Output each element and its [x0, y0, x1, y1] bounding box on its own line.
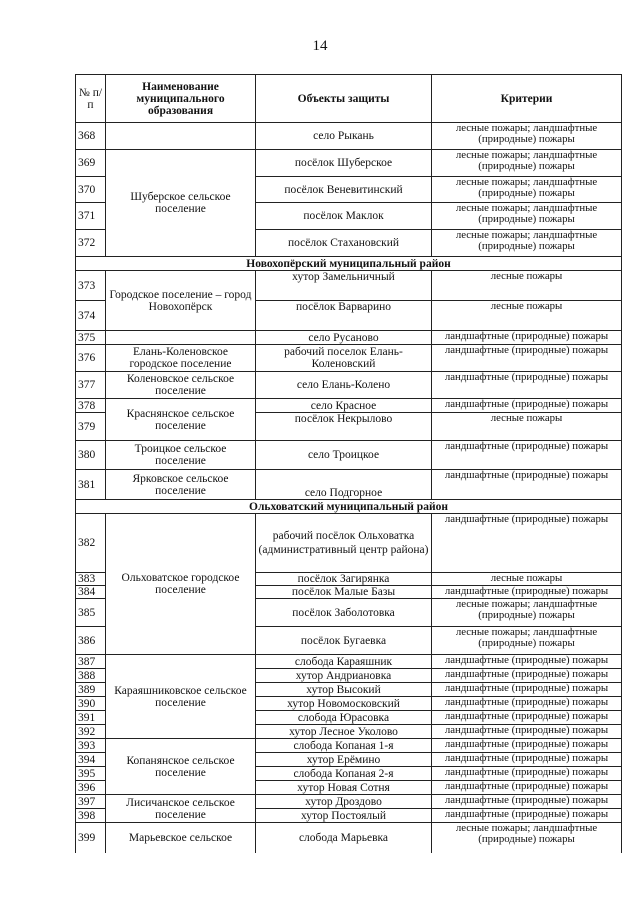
table-row [76, 739, 622, 753]
municipality-cell: Троицкое сельское поселение [106, 441, 256, 470]
row-number: 370 [76, 177, 106, 203]
row-number: 392 [76, 725, 106, 739]
row-number: 393 [76, 739, 106, 753]
object-cell: хутор Постоялый [256, 809, 432, 823]
row-number: 376 [76, 345, 106, 372]
table-row [76, 514, 622, 573]
criteria-cell: ландшафтные (природные) пожары [432, 697, 622, 711]
criteria-cell: лесные пожары [432, 413, 622, 441]
table-row [76, 345, 622, 372]
row-number: 391 [76, 711, 106, 725]
criteria-cell: ландшафтные (природные) пожары [432, 655, 622, 669]
object-cell: хутор Ерёмино [256, 753, 432, 767]
table-row [76, 470, 622, 500]
row-number: 382 [76, 514, 106, 573]
table-row [76, 372, 622, 399]
table-row [76, 399, 622, 413]
object-cell: село Подгорное [256, 470, 432, 500]
section-row [76, 257, 622, 271]
row-number: 379 [76, 413, 106, 441]
object-cell: посёлок Малые Базы [256, 586, 432, 599]
criteria-cell: ландшафтные (природные) пожары [432, 767, 622, 781]
row-number: 380 [76, 441, 106, 470]
object-cell: село Троицкое [256, 441, 432, 470]
table-row [76, 271, 622, 301]
municipality-cell: Городское поселение – город Новохопёрск [106, 271, 256, 331]
criteria-cell: лесные пожары; ландшафтные (природные) пожары [432, 150, 622, 177]
row-number: 368 [76, 123, 106, 150]
object-cell: слобода Копаная 1-я [256, 739, 432, 753]
municipality-cell: Марьевское сельское [106, 823, 256, 853]
object-cell: посёлок Заболотовка [256, 599, 432, 627]
criteria-cell: ландшафтные (природные) пожары [432, 781, 622, 795]
row-number: 374 [76, 301, 106, 331]
table-row [76, 123, 622, 150]
header-num: № п/ п [76, 75, 106, 123]
criteria-cell: ландшафтные (природные) пожары [432, 795, 622, 809]
criteria-cell: лесные пожары; ландшафтные (природные) пожары [432, 230, 622, 257]
object-cell: посёлок Стахановский [256, 230, 432, 257]
criteria-cell: ландшафтные (природные) пожары [432, 739, 622, 753]
object-cell: хутор Новомосковский [256, 697, 432, 711]
object-cell: рабочий посёлок Ольховатка (административный центр района) [256, 514, 432, 573]
object-cell: посёлок Загирянка [256, 573, 432, 586]
row-number: 369 [76, 150, 106, 177]
criteria-cell: лесные пожары [432, 301, 622, 331]
criteria-cell: лесные пожары; ландшафтные (природные) пожары [432, 177, 622, 203]
municipality-cell: Краснянское сельское поселение [106, 399, 256, 441]
criteria-cell: лесные пожары; ландшафтные (природные) пожары [432, 599, 622, 627]
object-cell: хутор Высокий [256, 683, 432, 697]
object-cell: хутор Андриановка [256, 669, 432, 683]
criteria-cell: лесные пожары; ландшафтные (природные) пожары [432, 627, 622, 655]
object-cell: село Рыкань [256, 123, 432, 150]
object-cell: слобода Марьевка [256, 823, 432, 853]
criteria-cell: ландшафтные (природные) пожары [432, 470, 622, 500]
row-number: 386 [76, 627, 106, 655]
object-cell: село Елань-Колено [256, 372, 432, 399]
row-number: 399 [76, 823, 106, 853]
criteria-cell: ландшафтные (природные) пожары [432, 514, 622, 573]
criteria-cell: ландшафтные (природные) пожары [432, 441, 622, 470]
page-number: 14 [312, 38, 328, 54]
criteria-cell: ландшафтные (природные) пожары [432, 753, 622, 767]
section-title: Новохопёрский муниципальный район [76, 257, 622, 271]
object-cell: посёлок Шуберское [256, 150, 432, 177]
row-number: 384 [76, 586, 106, 599]
row-number: 373 [76, 271, 106, 301]
row-number: 383 [76, 573, 106, 586]
row-number: 390 [76, 697, 106, 711]
row-number: 398 [76, 809, 106, 823]
header-objects: Объекты защиты [256, 75, 432, 123]
municipality-cell: Елань-Коленовское городское поселение [106, 345, 256, 372]
criteria-cell: ландшафтные (природные) пожары [432, 725, 622, 739]
table-header [76, 75, 622, 123]
protection-objects-table [75, 74, 622, 853]
municipality-cell [106, 123, 256, 150]
row-number: 395 [76, 767, 106, 781]
header-municipality: Наименование муниципального образования [106, 75, 256, 123]
criteria-cell: ландшафтные (природные) пожары [432, 683, 622, 697]
criteria-cell: ландшафтные (природные) пожары [432, 809, 622, 823]
row-number: 387 [76, 655, 106, 669]
row-number: 389 [76, 683, 106, 697]
row-number: 377 [76, 372, 106, 399]
row-number: 388 [76, 669, 106, 683]
object-cell: посёлок Маклок [256, 203, 432, 230]
object-cell: хутор Лесное Уколово [256, 725, 432, 739]
object-cell: рабочий поселок Елань-Коленовский [256, 345, 432, 372]
object-cell: село Русаново [256, 331, 432, 345]
row-number: 385 [76, 599, 106, 627]
municipality-cell: Копанянское сельское поселение [106, 739, 256, 795]
criteria-cell: лесные пожары; ландшафтные (природные) пожары [432, 123, 622, 150]
criteria-cell: лесные пожары; ландшафтные (природные) пожары [432, 203, 622, 230]
row-number: 381 [76, 470, 106, 500]
row-number: 371 [76, 203, 106, 230]
object-cell: хутор Дроздово [256, 795, 432, 809]
object-cell: посёлок Варварино [256, 301, 432, 331]
criteria-cell: лесные пожары; ландшафтные (природные) пожары [432, 823, 622, 853]
criteria-cell: ландшафтные (природные) пожары [432, 669, 622, 683]
table-row [76, 441, 622, 470]
object-cell: хутор Замельничный [256, 271, 432, 301]
municipality-cell: Коленовское сельское поселение [106, 372, 256, 399]
object-cell: посёлок Веневитинский [256, 177, 432, 203]
row-number: 372 [76, 230, 106, 257]
section-title: Ольховатский муниципальный район [76, 500, 622, 514]
municipality-cell: Лисичанское сельское поселение [106, 795, 256, 823]
table-row [76, 150, 622, 177]
criteria-cell: ландшафтные (природные) пожары [432, 372, 622, 399]
row-number: 396 [76, 781, 106, 795]
municipality-cell: Ярковское сельское поселение [106, 470, 256, 500]
table-row [76, 655, 622, 669]
table-row [76, 823, 622, 853]
criteria-cell: ландшафтные (природные) пожары [432, 586, 622, 599]
object-cell: село Красное [256, 399, 432, 413]
criteria-cell: лесные пожары [432, 573, 622, 586]
object-cell: хутор Новая Сотня [256, 781, 432, 795]
object-cell: посёлок Бугаевка [256, 627, 432, 655]
object-cell: слобода Караяшник [256, 655, 432, 669]
row-number: 394 [76, 753, 106, 767]
criteria-cell: ландшафтные (природные) пожары [432, 331, 622, 345]
row-number: 378 [76, 399, 106, 413]
header-criteria: Критерии [432, 75, 622, 123]
row-number: 375 [76, 331, 106, 345]
row-number: 397 [76, 795, 106, 809]
object-cell: слобода Копаная 2-я [256, 767, 432, 781]
municipality-cell [106, 331, 256, 345]
municipality-cell: Караяшниковское сельское поселение [106, 655, 256, 739]
criteria-cell: ландшафтные (природные) пожары [432, 711, 622, 725]
object-cell: слобода Юрасовка [256, 711, 432, 725]
criteria-cell: ландшафтные (природные) пожары [432, 345, 622, 372]
municipality-cell: Ольховатское городское поселение [106, 514, 256, 655]
table-row [76, 795, 622, 809]
object-cell: посёлок Некрылово [256, 413, 432, 441]
municipality-cell: Шуберское сельское поселение [106, 150, 256, 257]
criteria-cell: ландшафтные (природные) пожары [432, 399, 622, 413]
table-row [76, 331, 622, 345]
section-row [76, 500, 622, 514]
criteria-cell: лесные пожары [432, 271, 622, 301]
